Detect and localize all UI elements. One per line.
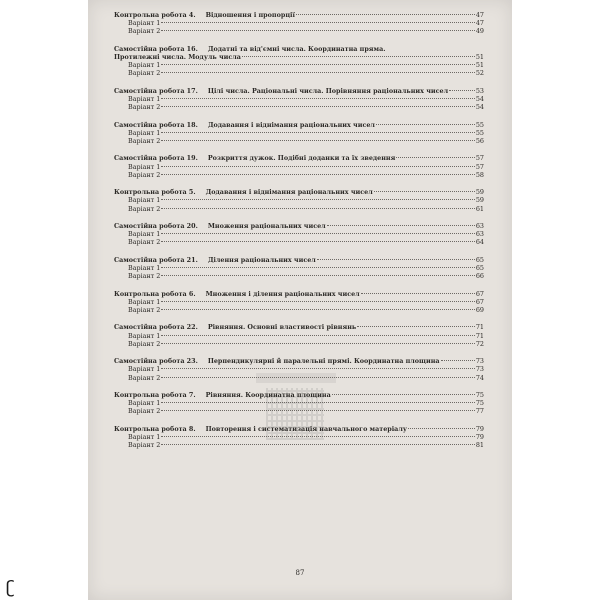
- leader-dots: [161, 106, 475, 107]
- toc-variant-label: Варіант 2: [128, 69, 161, 78]
- toc-variant-label: Варіант 1: [128, 263, 161, 272]
- toc-page-number: 53: [475, 86, 484, 95]
- leader-dots: [161, 275, 475, 276]
- leader-dots: [161, 166, 475, 167]
- leader-dots: [161, 72, 475, 73]
- leader-dots: [161, 140, 475, 141]
- toc-variant-row: [114, 196, 484, 204]
- toc-page-number: 73: [475, 357, 484, 366]
- toc-variant-row: [114, 407, 484, 415]
- toc-page-number: 57: [475, 154, 484, 163]
- leader-dots: [161, 30, 475, 31]
- toc-page-number: 81: [475, 441, 484, 450]
- toc-variant-row: [114, 205, 484, 213]
- toc-topic-title: Додавання і віднімання раціональних чисел: [205, 188, 373, 197]
- toc-variant-row: [114, 19, 484, 27]
- leader-dots: [161, 233, 475, 234]
- toc-page-number: 56: [475, 137, 484, 145]
- toc-variant-row: [114, 171, 484, 179]
- toc-main-row: [114, 357, 484, 365]
- toc-variant-label: Варіант 2: [128, 170, 161, 179]
- toc-entry: [114, 188, 484, 213]
- leader-dots: [242, 56, 475, 57]
- toc-variant-label: Варіант 2: [128, 373, 161, 382]
- toc-topic-title: Розкриття дужок. Подібні доданки та їх зведення: [207, 154, 396, 163]
- toc-variant-label: Варіант 1: [128, 399, 161, 408]
- toc-variant-label: Варіант 2: [128, 103, 161, 112]
- toc-page-number: 51: [475, 61, 484, 70]
- toc-page-number: 51: [475, 53, 484, 61]
- leader-dots: [449, 90, 475, 91]
- toc-entry: [114, 154, 484, 179]
- toc-work-number: Контрольна робота 6.: [114, 289, 196, 298]
- toc-page-number: 47: [475, 11, 484, 19]
- leader-dots: [161, 267, 475, 268]
- toc-topic-title: Повторення і систематизація навчального матеріалу: [205, 424, 407, 433]
- leader-dots: [161, 199, 475, 200]
- toc-page-number: 66: [475, 272, 484, 281]
- toc-variant-row: [114, 129, 484, 137]
- toc-topic-title: Рівняння. Координатна площина: [205, 390, 331, 399]
- toc-variant-row: [114, 230, 484, 238]
- toc-variant-label: Варіант 1: [128, 95, 161, 103]
- toc-page-number: 75: [475, 399, 484, 408]
- toc-entry: [114, 391, 484, 416]
- leader-dots: [441, 360, 475, 361]
- toc-main-row: [114, 323, 484, 331]
- leader-dots: [161, 309, 475, 310]
- toc-page-number: 55: [475, 120, 484, 129]
- toc-entry: [114, 45, 484, 78]
- toc-entry: [114, 87, 484, 112]
- toc-variant-label: Варіант 2: [128, 27, 161, 36]
- toc-page-number: 59: [475, 196, 484, 205]
- leader-dots: [161, 174, 475, 175]
- toc-page-number: 75: [475, 390, 484, 399]
- toc-topic-title: Множення і ділення раціональних чисел: [205, 289, 360, 298]
- toc-variant-label: Варіант 2: [128, 238, 161, 247]
- book-page: [88, 0, 512, 600]
- toc-entry: [114, 425, 484, 450]
- toc-main-row: [114, 256, 484, 264]
- toc-main-row: [114, 391, 484, 399]
- leader-dots: [161, 132, 475, 133]
- toc-page-number: 67: [475, 297, 484, 306]
- toc-variant-label: Варіант 1: [128, 230, 161, 239]
- toc-main-row: [114, 45, 484, 53]
- toc-variant-row: [114, 374, 484, 382]
- toc-topic-title: Перпендикулярні й паралельні прямі. Координатна площина: [207, 357, 440, 366]
- toc-main-row: [114, 121, 484, 129]
- toc-main-row: [114, 188, 484, 196]
- toc-variant-row: [114, 340, 484, 348]
- toc-page-number: 59: [475, 188, 484, 197]
- toc-work-number: Контрольна робота 4.: [114, 11, 196, 19]
- toc-continuation-row: [114, 53, 484, 61]
- toc-variant-label: Варіант 1: [128, 432, 161, 441]
- toc-page-number: 58: [475, 170, 484, 179]
- toc-variant-row: [114, 332, 484, 340]
- toc-variant-row: [114, 61, 484, 69]
- toc-variant-label: Варіант 2: [128, 204, 161, 213]
- toc-main-row: [114, 222, 484, 230]
- toc-entry: [114, 222, 484, 247]
- toc-variant-label: Варіант 1: [128, 128, 161, 137]
- toc-work-number: Самостійна робота 23.: [114, 357, 198, 366]
- toc-entry: [114, 357, 484, 382]
- toc-entry: [114, 11, 484, 36]
- leader-dots: [161, 241, 475, 242]
- leader-dots: [161, 64, 475, 65]
- toc-variant-label: Варіант 2: [128, 272, 161, 281]
- toc-variant-label: Варіант 1: [128, 331, 161, 340]
- toc-variant-row: [114, 238, 484, 246]
- toc-main-row: [114, 425, 484, 433]
- toc-variant-label: Варіант 1: [128, 61, 161, 70]
- toc-page-number: 73: [475, 365, 484, 374]
- leader-dots: [396, 157, 475, 158]
- toc-page-number: 57: [475, 162, 484, 171]
- toc-variant-label: Варіант 2: [128, 407, 161, 416]
- toc-page-number: 63: [475, 230, 484, 239]
- toc-page-number: 69: [475, 305, 484, 314]
- toc-work-number: Самостійна робота 21.: [114, 255, 198, 264]
- toc-variant-row: [114, 306, 484, 314]
- leader-dots: [161, 335, 475, 336]
- toc-variant-row: [114, 69, 484, 77]
- toc-variant-label: Варіант 1: [128, 162, 161, 171]
- leader-dots: [161, 436, 475, 437]
- toc-topic-title: Ділення раціональних чисел: [207, 255, 316, 264]
- leader-dots: [332, 394, 475, 395]
- toc-variant-label: Варіант 2: [128, 441, 161, 450]
- toc-page-number: 52: [475, 69, 484, 78]
- toc-main-row: [114, 87, 484, 95]
- toc-variant-row: [114, 163, 484, 171]
- toc-variant-row: [114, 27, 484, 35]
- toc-variant-row: [114, 137, 484, 145]
- leader-dots: [161, 444, 475, 445]
- toc-entry: [114, 323, 484, 348]
- leader-dots: [357, 326, 475, 327]
- toc-page-number: 79: [475, 432, 484, 441]
- toc-variant-row: [114, 365, 484, 373]
- toc-page-number: 71: [475, 323, 484, 332]
- toc-continuation-text: Протилежні числа. Модуль числа: [114, 53, 241, 61]
- toc-entry: [114, 121, 484, 146]
- leader-dots: [408, 428, 475, 429]
- toc-page-number: 47: [475, 19, 484, 28]
- toc-variant-row: [114, 272, 484, 280]
- toc-work-number: Самостійна робота 19.: [114, 154, 198, 163]
- toc-work-number: Контрольна робота 5.: [114, 188, 196, 197]
- toc-work-number: Самостійна робота 20.: [114, 221, 198, 230]
- leader-dots: [161, 410, 475, 411]
- toc-page-number: 65: [475, 263, 484, 272]
- toc-variant-label: Варіант 1: [128, 19, 161, 28]
- toc-variant-label: Варіант 2: [128, 137, 161, 145]
- toc-page-number: 49: [475, 27, 484, 36]
- toc-page-number: 71: [475, 331, 484, 340]
- toc-topic-title: Додатні та від'ємні числа. Координатна пряма.: [207, 44, 386, 53]
- toc-page-number: 74: [475, 373, 484, 382]
- leader-dots: [296, 14, 475, 15]
- toc-work-number: Самостійна робота 22.: [114, 323, 198, 332]
- leader-dots: [161, 402, 475, 403]
- leader-dots: [161, 377, 475, 378]
- toc-variant-row: [114, 103, 484, 111]
- leader-dots: [161, 343, 475, 344]
- toc-topic-title: Цілі числа. Раціональні числа. Порівняння раціональних чисел: [207, 86, 449, 95]
- toc-variant-row: [114, 433, 484, 441]
- toc-page-number: 77: [475, 407, 484, 416]
- toc-variant-label: Варіант 2: [128, 339, 161, 348]
- toc-variant-label: Варіант 1: [128, 196, 161, 205]
- toc-page-number: 54: [475, 103, 484, 112]
- toc-variant-row: [114, 95, 484, 103]
- toc-page-number: 72: [475, 339, 484, 348]
- toc-work-number: Контрольна робота 8.: [114, 424, 196, 433]
- leader-dots: [317, 259, 475, 260]
- toc-variant-row: [114, 399, 484, 407]
- toc-page-number: 65: [475, 255, 484, 264]
- leader-dots: [161, 22, 475, 23]
- leader-dots: [161, 368, 475, 369]
- leader-dots: [161, 98, 475, 99]
- toc-topic-title: Відношення і пропорції: [205, 11, 295, 19]
- toc-main-row: [114, 290, 484, 298]
- page-number: 87: [295, 569, 305, 577]
- toc-page-number: 67: [475, 289, 484, 298]
- toc-page-number: 54: [475, 95, 484, 103]
- toc-variant-row: [114, 441, 484, 449]
- toc-topic-title: Множення раціональних чисел: [207, 221, 326, 230]
- leader-dots: [361, 293, 475, 294]
- toc-topic-title: Додавання і віднімання раціональних чисел: [207, 120, 375, 129]
- toc-topic-title: Рівняння. Основні властивості рівнянь: [207, 323, 357, 332]
- toc-variant-label: Варіант 1: [128, 297, 161, 306]
- pen-mark: ʗ: [6, 578, 15, 598]
- toc-page-number: 64: [475, 238, 484, 247]
- toc-entry: [114, 256, 484, 281]
- leader-dots: [327, 225, 475, 226]
- table-of-contents: [114, 11, 484, 459]
- toc-variant-label: Варіант 2: [128, 305, 161, 314]
- toc-page-number: 61: [475, 204, 484, 213]
- leader-dots: [374, 191, 475, 192]
- toc-main-row: [114, 154, 484, 162]
- toc-work-number: Самостійна робота 16.: [114, 44, 198, 53]
- toc-work-number: Контрольна робота 7.: [114, 390, 196, 399]
- toc-page-number: 79: [475, 424, 484, 433]
- toc-work-number: Самостійна робота 17.: [114, 86, 198, 95]
- leader-dots: [161, 301, 475, 302]
- toc-variant-label: Варіант 1: [128, 365, 161, 374]
- leader-dots: [161, 208, 475, 209]
- toc-variant-row: [114, 298, 484, 306]
- toc-entry: [114, 290, 484, 315]
- toc-work-number: Самостійна робота 18.: [114, 120, 198, 129]
- toc-variant-row: [114, 264, 484, 272]
- toc-page-number: 55: [475, 128, 484, 137]
- toc-main-row: [114, 11, 484, 19]
- toc-page-number: 63: [475, 221, 484, 230]
- leader-dots: [376, 124, 475, 125]
